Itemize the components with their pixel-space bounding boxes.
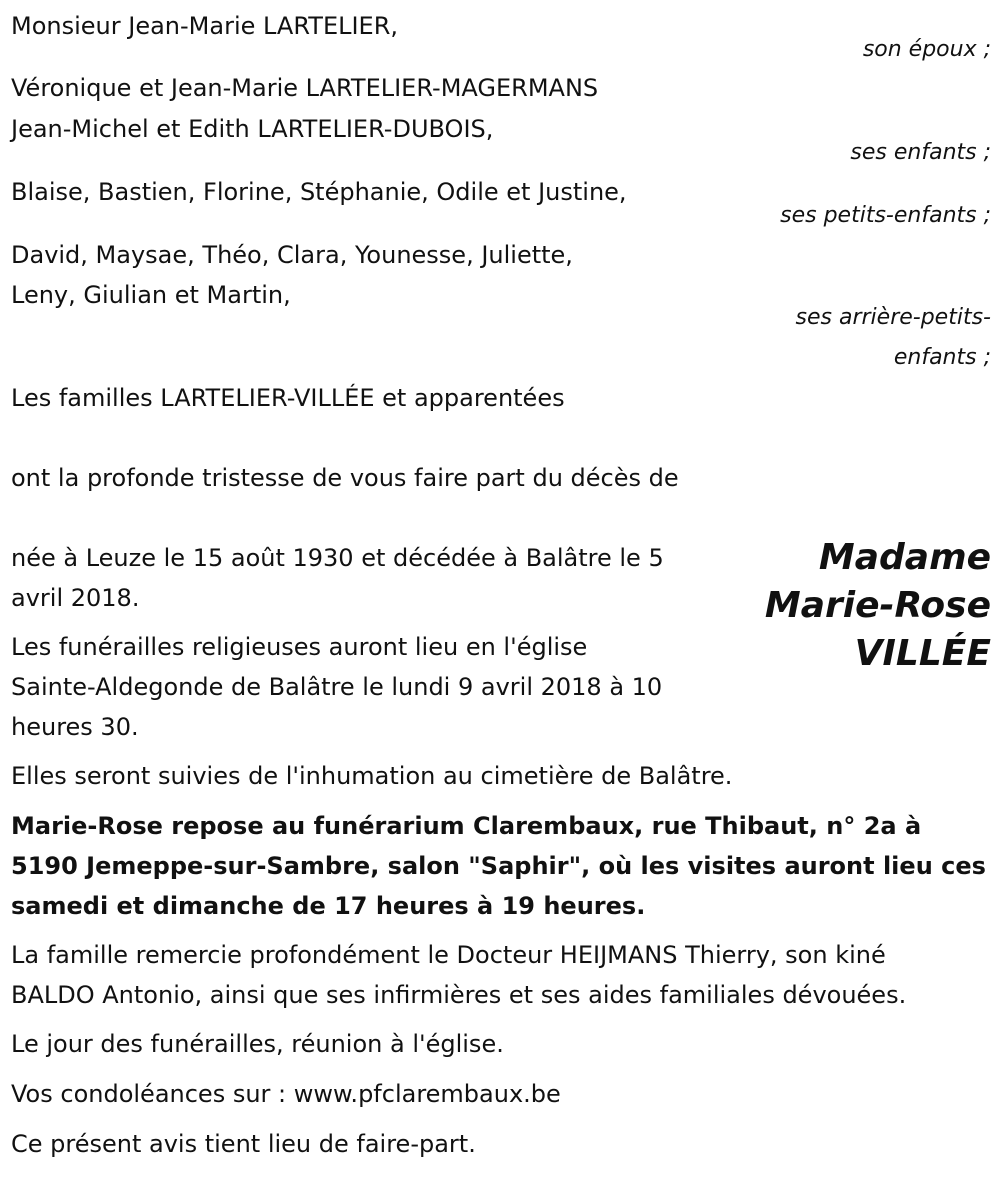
- grandchildren-relation: ses petits-enfants ;: [780, 203, 991, 228]
- deceased-title: Madame: [818, 537, 991, 578]
- thanks-line-2: BALDO Antonio, ainsi que ses infirmières et ses aides familiales dévouées.: [11, 981, 907, 1009]
- children-relation: ses enfants ;: [850, 140, 991, 165]
- deceased-first-name: Marie-Rose: [764, 585, 991, 626]
- birth-line-1: née à Leuze le 15 août 1930 et décédée à Balâtre le 5: [11, 544, 664, 572]
- great-grandchildren-line-1: David, Maysae, Théo, Clara, Younesse, Juliette,: [11, 241, 573, 269]
- spouse-relation: son époux ;: [862, 37, 991, 62]
- birth-line-2: avril 2018.: [11, 584, 140, 612]
- notice-line: Ce présent avis tient lieu de faire-part.: [11, 1130, 476, 1158]
- funeral-line-2: Sainte-Aldegonde de Balâtre le lundi 9 avril 2018 à 10: [11, 673, 663, 701]
- rest-line-3: samedi et dimanche de 17 heures à 19 heures.: [11, 892, 646, 920]
- funeral-line-1: Les funérailles religieuses auront lieu en l'église: [11, 633, 588, 661]
- deceased-last-name: VILLÉE: [854, 633, 991, 674]
- children-line-1: Véronique et Jean-Marie LARTELIER-MAGERMANS: [11, 74, 599, 102]
- announcement: ont la profonde tristesse de vous faire part du décès de: [11, 464, 679, 492]
- great-grandchildren-line-2: Leny, Giulian et Martin,: [11, 281, 291, 309]
- deceased-name: [765, 534, 991, 678]
- meeting-line: Le jour des funérailles, réunion à l'église.: [11, 1030, 504, 1058]
- thanks-line-1: La famille remercie profondément le Docteur HEIJMANS Thierry, son kiné: [11, 941, 886, 969]
- grandchildren: Blaise, Bastien, Florine, Stéphanie, Odile et Justine,: [11, 178, 627, 206]
- great-grandchildren-relation-line-2: enfants ;: [893, 345, 991, 370]
- families-line: Les familles LARTELIER-VILLÉE et apparentées: [11, 384, 565, 412]
- rest-line-1: Marie-Rose repose au funérarium Clarembaux, rue Thibaut, n° 2a à: [11, 812, 922, 840]
- rest-line-2: 5190 Jemeppe-sur-Sambre, salon "Saphir", où les visites auront lieu ces: [11, 852, 986, 880]
- spouse-name: Monsieur Jean-Marie LARTELIER,: [11, 12, 399, 40]
- children-line-2: Jean-Michel et Edith LARTELIER-DUBOIS,: [11, 115, 494, 143]
- burial-line: Elles seront suivies de l'inhumation au cimetière de Balâtre.: [11, 762, 733, 790]
- great-grandchildren-relation-line-1: ses arrière-petits-: [795, 305, 991, 330]
- funeral-line-3: heures 30.: [11, 713, 139, 741]
- condolences-line: Vos condoléances sur : www.pfclarembaux.be: [11, 1080, 561, 1108]
